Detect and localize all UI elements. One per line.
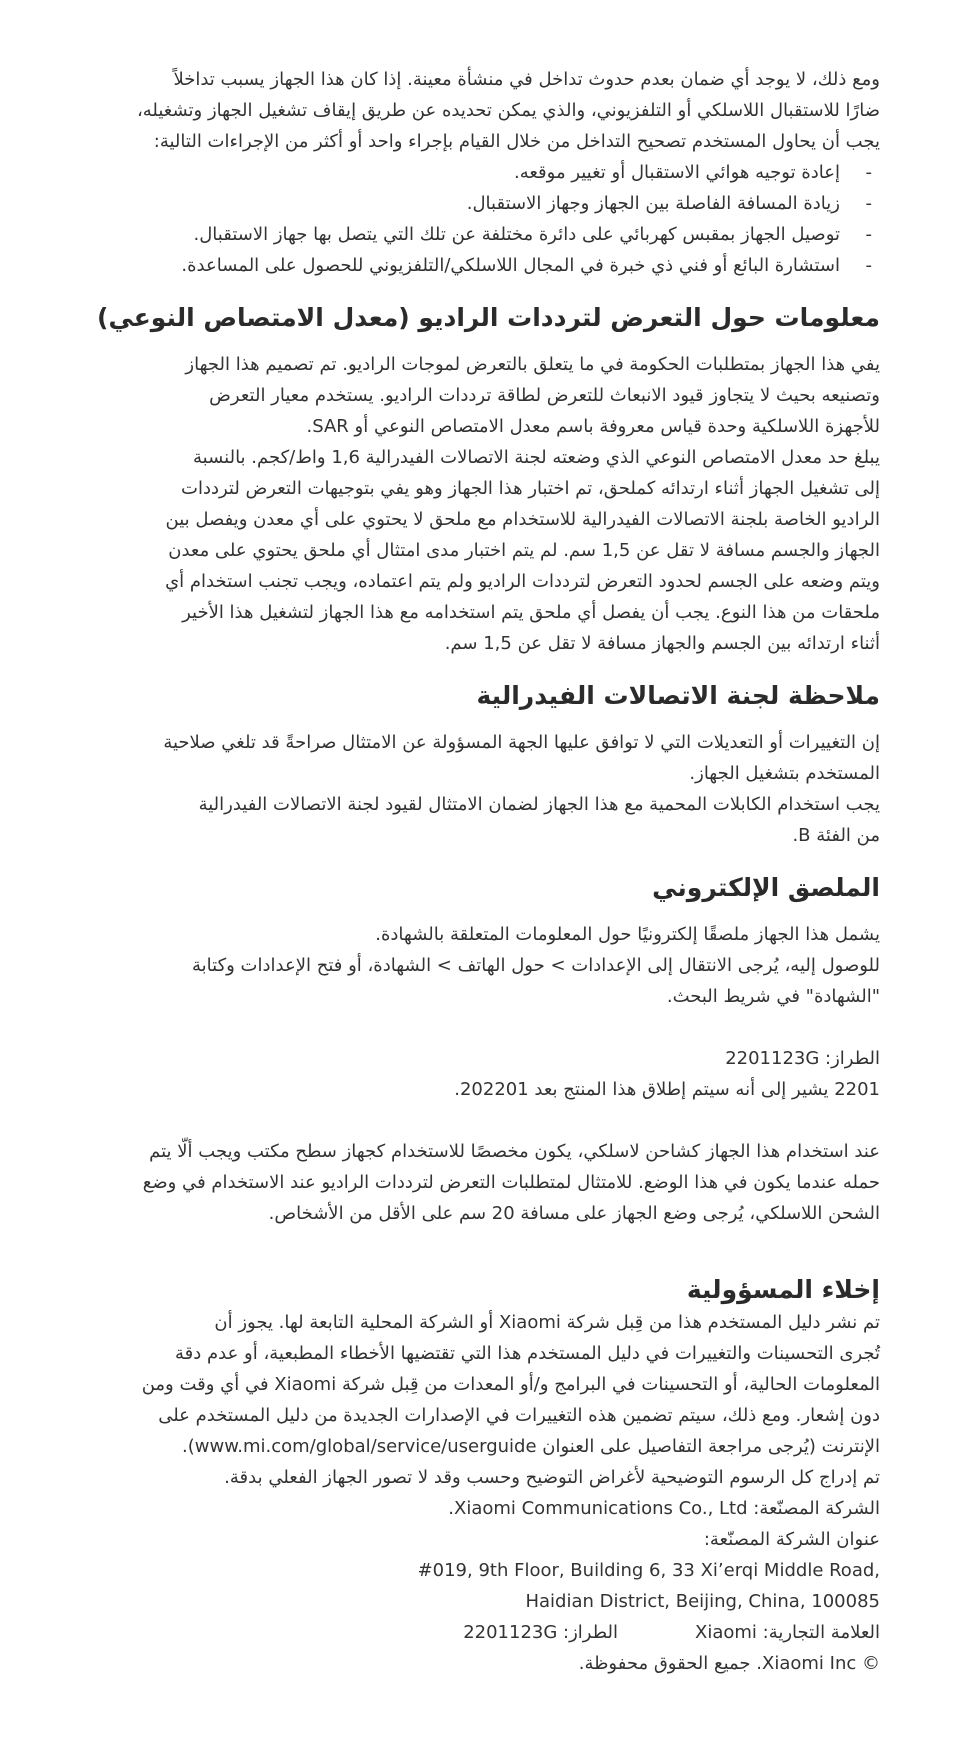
- list-item-text: زيادة المسافة الفاصلة بين الجهاز وجهاز الاستقبال.: [466, 193, 840, 214]
- intro-line: ضارًا للاستقبال اللاسلكي أو التلفزيوني، والذي يمكن تحديده عن طريق إيقاف تشغيل الجهاز وتشغيله،: [136, 100, 880, 121]
- list-item: [90, 219, 880, 250]
- intro-line: ومع ذلك، لا يوجد أي ضمان بعدم حدوث تداخل في منشأة معينة. إذا كان هذا الجهاز يسبب تداخلاً: [173, 69, 880, 90]
- disclaimer-line: الإنترنت (يُرجى مراجعة التفاصيل على العنوان www.mi.com/global/service/userguide).: [182, 1436, 880, 1457]
- manufacturer-address-line: Haidian District, Beijing, China, 100085: [525, 1591, 880, 1612]
- list-item-text: إعادة توجيه هوائي الاستقبال أو تغيير موقعه.: [514, 162, 840, 183]
- e-label-line: يشمل هذا الجهاز ملصقًا إلكترونيًا حول المعلومات المتعلقة بالشهادة.: [375, 924, 880, 945]
- spacer: [90, 1012, 880, 1043]
- bullet-marker: -: [865, 224, 872, 245]
- list-item: [90, 188, 880, 219]
- brand-model-row: [90, 1617, 880, 1648]
- disclaimer-section: [90, 1273, 880, 1679]
- disclaimer-heading: إخلاء المسؤولية: [686, 1275, 880, 1304]
- disclaimer-line: تم إدراج كل الرسوم التوضيحية لأغراض التوضيح وحسب وقد لا تصور الجهاز الفعلي بدقة.: [224, 1467, 880, 1488]
- list-item-text: توصيل الجهاز بمقبس كهربائي على دائرة مختلفة عن تلك التي يتصل بها جهاز الاستقبال.: [193, 224, 840, 245]
- rf-line: وتصنيعه بحيث لا يتجاوز قيود الانبعاث للتعرض لطاقة ترددات الراديو. يستخدم معيار التعرض: [209, 385, 880, 406]
- bullet-marker: -: [865, 255, 872, 276]
- rf-line: يبلغ حد معدل الامتصاص النوعي الذي وضعته لجنة الاتصالات الفيدرالية 1,6 واط/كجم. بالنسبة: [193, 447, 880, 468]
- list-item-text: استشارة البائع أو فني ذي خبرة في المجال اللاسلكي/التلفزيوني للحصول على المساعدة.: [181, 255, 840, 276]
- wireless-charging-line: عند استخدام هذا الجهاز كشاحن لاسلكي، يكون مخصصًا للاستخدام كجهاز سطح مكتب ويجب ألّا يتم: [149, 1141, 880, 1162]
- copyright-line: © Xiaomi Inc. جميع الحقوق محفوظة.: [578, 1653, 880, 1674]
- trademark-line: العلامة التجارية: Xiaomi: [694, 1622, 880, 1643]
- wireless-charging-line: الشحن اللاسلكي، يُرجى وضع الجهاز على مسافة 20 سم على الأقل من الأشخاص.: [268, 1203, 880, 1224]
- document-page: [90, 64, 880, 1679]
- intro-line: يجب أن يحاول المستخدم تصحيح التداخل من خلال القيام بإجراء واحد أو أكثر من الإجراءات التالية:: [153, 131, 880, 152]
- disclaimer-line: المعلومات الحالية، أو التحسينات في البرامج و/أو المعدات من قِبل شركة Xiaomi في أي وقت ومن: [141, 1374, 880, 1395]
- rf-line: أثناء ارتدائه بين الجسم والجهاز مسافة لا تقل عن 1,5 سم.: [444, 633, 880, 654]
- e-label-line: للوصول إليه، يُرجى الانتقال إلى الإعدادات > حول الهاتف > الشهادة، أو فتح الإعدادات وكتابة: [192, 955, 880, 976]
- rf-line: للأجهزة اللاسلكية وحدة قياس معروفة باسم معدل الامتصاص النوعي أو SAR.: [306, 416, 880, 437]
- manufacturer-line: الشركة المصنّعة: Xiaomi Communications Co., Ltd.: [448, 1498, 880, 1519]
- rf-line: يفي هذا الجهاز بمتطلبات الحكومة في ما يتعلق بالتعرض لموجات الراديو. تم تصميم هذا الجهاز: [185, 354, 880, 375]
- manufacturer-address-label: عنوان الشركة المصنّعة:: [703, 1529, 880, 1550]
- rf-exposure-section: [90, 301, 880, 659]
- model-line: الطراز: 2201123G: [725, 1048, 880, 1069]
- rf-line: إلى تشغيل الجهاز أثناء ارتدائه كملحق، تم اختبار هذا الجهاز وهو يفي بتوجيهات التعرض لترددات: [181, 478, 880, 499]
- e-label-heading: الملصق الإلكتروني: [652, 873, 880, 902]
- list-item: [90, 157, 880, 188]
- model-line: الطراز: 2201123G: [463, 1622, 618, 1643]
- rf-line: ملحقات من هذا النوع. يجب أن يفصل أي ملحق يتم استخدامه مع هذا الجهاز لتشغيل هذا الأخير: [182, 602, 880, 623]
- fcc-note-section: [90, 679, 880, 851]
- manufacturer-address-line: #019, 9th Floor, Building 6, 33 Xi’erqi Middle Road,: [417, 1560, 880, 1581]
- e-label-section: [90, 871, 880, 1229]
- wireless-charging-line: حمله عندما يكون في هذا الوضع. للامتثال لمتطلبات التعرض لترددات الراديو عند الاستخدام في وضع: [142, 1172, 880, 1193]
- e-label-line: "الشهادة" في شريط البحث.: [666, 986, 880, 1007]
- fcc-line: يجب استخدام الكابلات المحمية مع هذا الجهاز لضمان الامتثال لقيود لجنة الاتصالات الفيدرالية: [198, 794, 880, 815]
- rf-exposure-heading: معلومات حول التعرض لترددات الراديو (معدل الامتصاص النوعي): [97, 303, 880, 332]
- rf-line: ويتم وضعه على الجسم لحدود التعرض لترددات الراديو ولم يتم اعتماده، ويجب تجنب استخدام أي: [165, 571, 880, 592]
- list-item: [90, 250, 880, 281]
- rf-line: الجهاز والجسم مسافة لا تقل عن 1,5 سم. لم يتم اختبار مدى امتثال أي ملحق يحتوي على معدن: [168, 540, 880, 561]
- disclaimer-line: تم نشر دليل المستخدم هذا من قِبل شركة Xiaomi أو الشركة المحلية التابعة لها. يجوز أن: [214, 1312, 880, 1333]
- bullet-marker: -: [865, 162, 872, 183]
- rf-line: الراديو الخاصة بلجنة الاتصالات الفيدرالية للاستخدام مع ملحق لا يحتوي على أي معدن ويفصل بين: [165, 509, 880, 530]
- spacer: [90, 1105, 880, 1136]
- corrective-measures-list: [90, 157, 880, 281]
- fcc-note-heading: ملاحظة لجنة الاتصالات الفيدرالية: [476, 681, 880, 710]
- fcc-line: المستخدم بتشغيل الجهاز.: [689, 763, 880, 784]
- fcc-line: من الفئة B.: [792, 825, 880, 846]
- bullet-marker: -: [865, 193, 872, 214]
- fcc-line: إن التغييرات أو التعديلات التي لا توافق عليها الجهة المسؤولة عن الامتثال صراحةً قد تلغي صلاحية: [163, 732, 880, 753]
- interference-section: [90, 64, 880, 281]
- disclaimer-line: دون إشعار. ومع ذلك، سيتم تضمين هذه التغييرات في الإصدارات الجديدة من دليل المستخدم على: [158, 1405, 880, 1426]
- disclaimer-line: تُجرى التحسينات والتغييرات في دليل المستخدم هذا التي تقتضيها الأخطاء المطبعية، أو عدم دقة: [174, 1343, 880, 1364]
- launch-date-line: 2201 يشير إلى أنه سيتم إطلاق هذا المنتج بعد 202201.: [454, 1079, 880, 1100]
